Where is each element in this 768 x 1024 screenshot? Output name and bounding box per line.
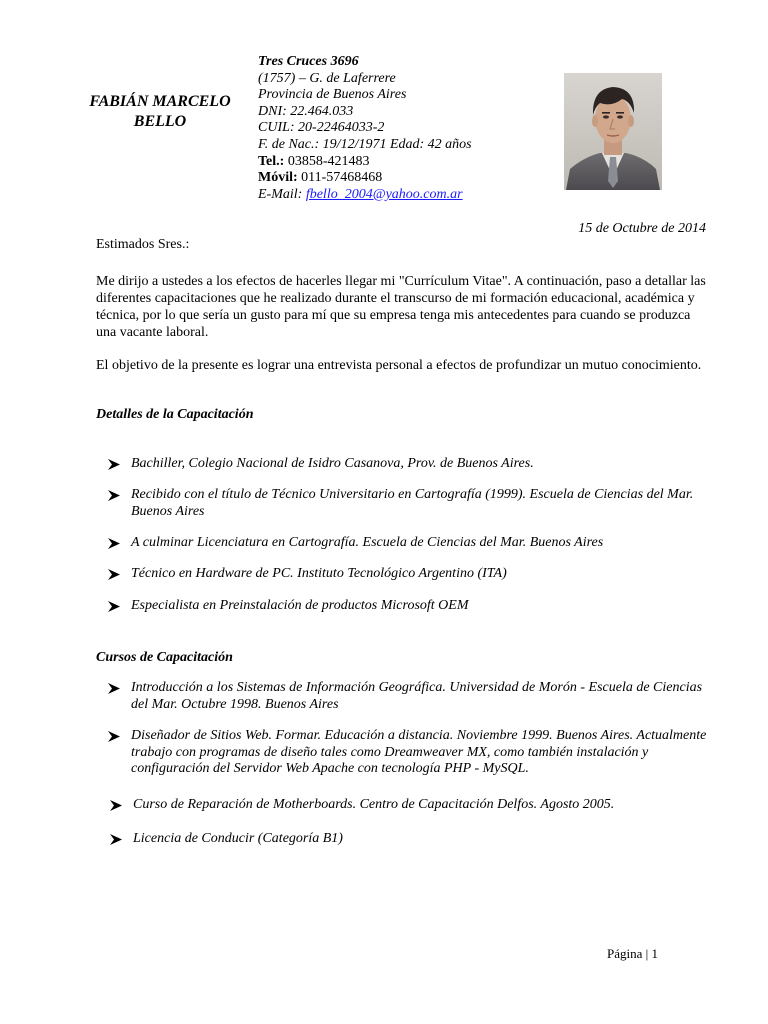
list-item <box>108 535 712 552</box>
list-item-text: Recibido con el título de Técnico Universitario en Cartografía (1999). Escuela de Ciencias del Mar. Buenos Aires <box>131 487 694 519</box>
list-item <box>110 831 714 848</box>
section-title-capacitacion: Detalles de la Capacitación <box>96 407 254 422</box>
list-item <box>108 598 712 615</box>
greeting: Estimados Sres.: <box>96 237 190 252</box>
list-item <box>108 456 712 473</box>
telephone-label: Tel.: <box>258 153 285 169</box>
list-item <box>108 487 712 520</box>
address-city: (1757) – G. de Laferrere <box>258 70 396 86</box>
arrowhead-bullet-icon <box>108 459 120 470</box>
birth-date: F. de Nac.: 19/12/1971 Edad: 42 años <box>258 136 472 152</box>
letter-date: 15 de Octubre de 2014 <box>578 221 706 236</box>
list-item-text: A culminar Licenciatura en Cartografía. Escuela de Ciencias del Mar. Buenos Aires <box>131 535 604 550</box>
candidate-name-line2: BELLO <box>133 113 187 130</box>
telephone <box>258 154 472 171</box>
list-item-text: Licencia de Conducir (Categoría B1) <box>133 831 343 846</box>
list-item-text: Técnico en Hardware de PC. Instituto Tecnológico Argentino (ITA) <box>131 566 507 581</box>
cuil: CUIL: 20-22464033-2 <box>258 120 385 136</box>
arrowhead-bullet-icon <box>108 731 120 742</box>
mobile-label: Móvil: <box>258 170 298 186</box>
paragraph-intro: Me dirijo a ustedes a los efectos de hacerles llegar mi "Currículum Vitae". A continuación, paso a detallar las diferentes capacitaciones que he realizado durante el transcurso de mi formación educacional, académica y técnica, por lo que sería un gusto para mí que su empresa tenga mis antecedentes para cuando se produzca una vacante laboral. <box>96 274 706 340</box>
email-link[interactable]: fbello_2004@yahoo.com.ar <box>305 186 463 202</box>
email <box>258 187 472 204</box>
arrowhead-bullet-icon <box>108 569 120 580</box>
arrowhead-bullet-icon <box>108 601 120 612</box>
arrowhead-bullet-icon <box>108 683 120 694</box>
list-item <box>108 566 712 583</box>
arrowhead-bullet-icon <box>110 800 122 811</box>
list-item <box>110 797 714 814</box>
list-item-text: Curso de Reparación de Motherboards. Centro de Capacitación Delfos. Agosto 2005. <box>133 797 615 812</box>
list-item <box>108 728 712 778</box>
list-item-text: Bachiller, Colegio Nacional de Isidro Casanova, Prov. de Buenos Aires. <box>131 456 534 471</box>
email-label: E-Mail: <box>258 186 306 202</box>
address-province: Provincia de Buenos Aires <box>258 87 407 103</box>
list-item-text: Introducción a los Sistemas de Información Geográfica. Universidad de Morón - Escuela de Ciencias del Mar. Octubre 1998. Buenos Aires <box>131 680 703 712</box>
page-number: Página | 1 <box>607 946 658 961</box>
mobile <box>258 170 472 187</box>
paragraph-objective: El objetivo de la presente es lograr una entrevista personal a efectos de profundizar un mutuo conocimiento. <box>96 358 702 373</box>
portrait-photo-image <box>564 73 662 190</box>
list-item-text: Especialista en Preinstalación de productos Microsoft OEM <box>131 598 469 613</box>
address-street: Tres Cruces 3696 <box>258 54 359 69</box>
candidate-name-line1: FABIÁN MARCELO <box>89 93 231 110</box>
arrowhead-bullet-icon <box>110 834 122 845</box>
section-title-cursos: Cursos de Capacitación <box>96 650 233 665</box>
mobile-value: 011-57468468 <box>297 170 383 186</box>
contact-block <box>258 54 472 203</box>
arrowhead-bullet-icon <box>108 490 120 501</box>
telephone-value: 03858-421483 <box>284 153 370 169</box>
list-item-text: Diseñador de Sitios Web. Formar. Educación a distancia. Noviembre 1999. Buenos Aires. Actualmente trabajo con programas de diseño tales como Dreamweaver MX, como también instalación y configuración del Servidor Web Apache con tecnología PHP - MySQL. <box>131 728 707 776</box>
dni: DNI: 22.464.033 <box>258 103 354 119</box>
portrait-photo <box>564 73 662 190</box>
arrowhead-bullet-icon <box>108 538 120 549</box>
candidate-name <box>72 92 248 132</box>
list-item <box>108 680 712 713</box>
